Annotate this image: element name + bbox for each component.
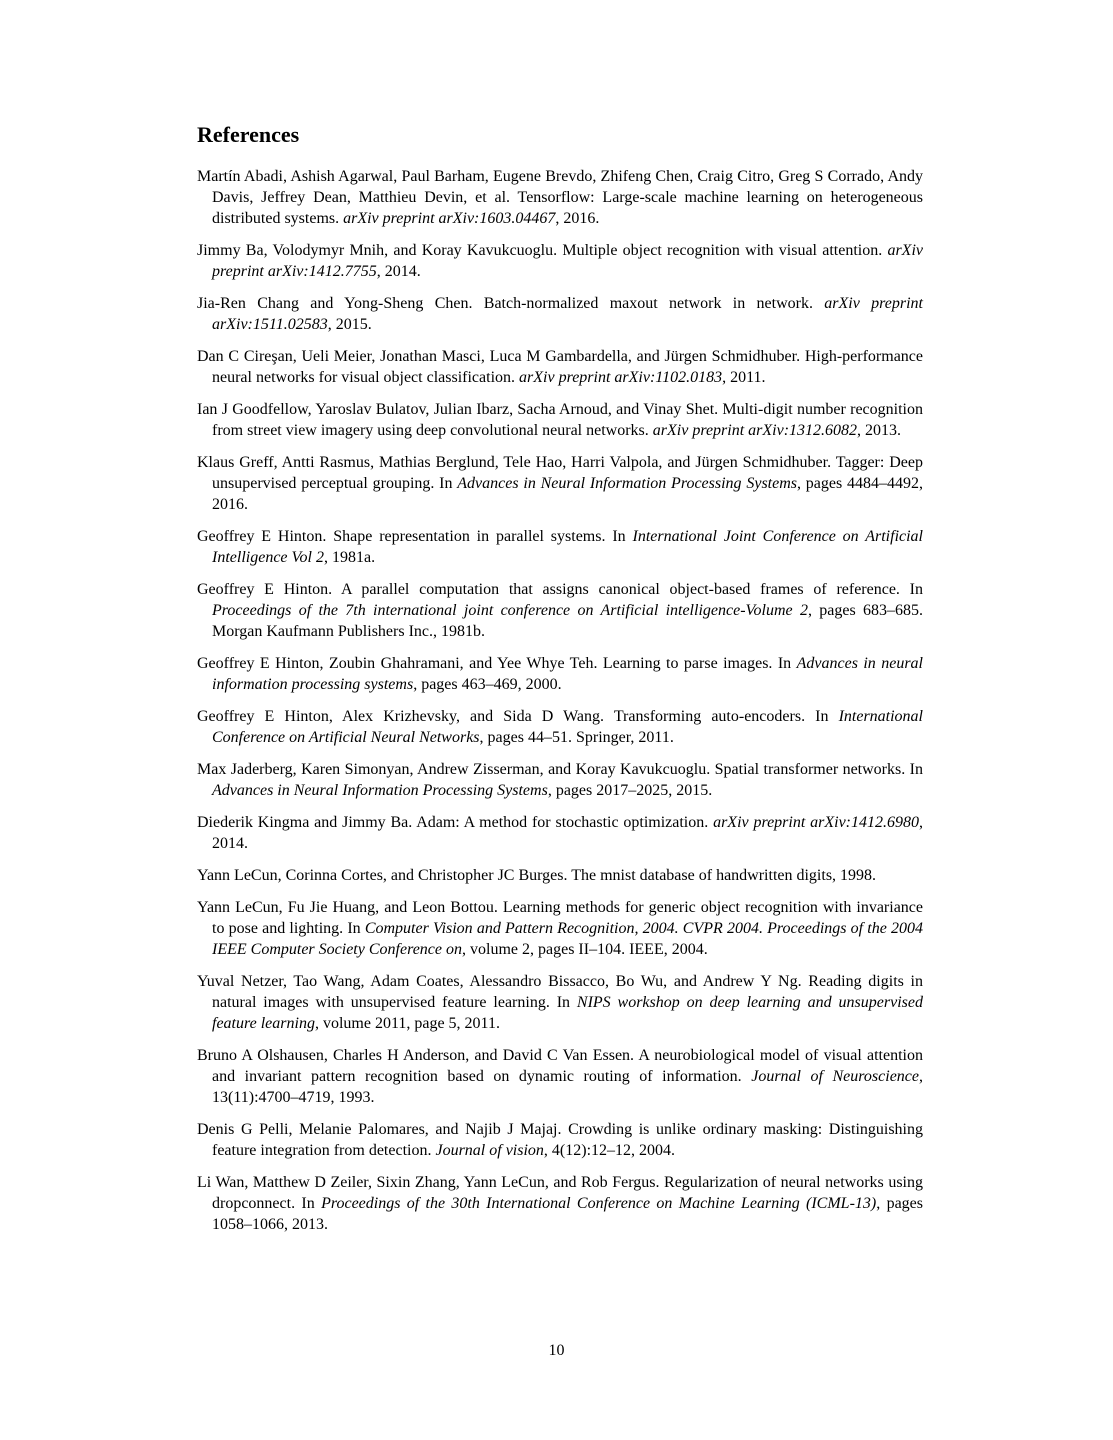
reference-venue-italic: arXiv preprint arXiv:1412.6980 (713, 814, 919, 832)
reference-text: , 2014. (212, 814, 923, 853)
reference-entry (197, 526, 923, 568)
page-content (197, 123, 923, 1246)
reference-text: , volume 2, pages II–104. IEEE, 2004. (462, 941, 708, 959)
reference-text: Jimmy Ba, Volodymyr Mnih, and Koray Kavukcuoglu. Multiple object recognition with visual attention. (197, 242, 888, 260)
reference-venue-italic: Advances in Neural Information Processing Systems (457, 475, 797, 493)
reference-entry (197, 1172, 923, 1235)
reference-venue-italic: Journal of vision (435, 1142, 544, 1160)
reference-entry (197, 653, 923, 695)
reference-entry (197, 1119, 923, 1161)
reference-entry (197, 346, 923, 388)
reference-venue-italic: Computer Vision and Pattern Recognition, 2004. CVPR 2004. Proceedings of the 2004 IEEE Computer Society Conference on (212, 920, 924, 959)
reference-entry (197, 293, 923, 335)
reference-entry (197, 240, 923, 282)
reference-venue-italic: NIPS workshop on deep learning and unsupervised feature learning (212, 994, 923, 1033)
reference-text: , 13(11):4700–4719, 1993. (212, 1068, 923, 1107)
reference-venue-italic: Proceedings of the 7th international joint conference on Artificial intelligence-Volume 2 (212, 602, 808, 620)
reference-entry (197, 706, 923, 748)
reference-entry (197, 1045, 923, 1108)
reference-venue-italic: arXiv preprint arXiv:1312.6082 (652, 422, 858, 440)
reference-entry (197, 759, 923, 801)
reference-text: , 2014. (376, 263, 421, 281)
reference-venue-italic: International Joint Conference on Artificial Intelligence Vol 2 (212, 528, 924, 567)
reference-venue-italic: arXiv preprint arXiv:1412.7755 (212, 242, 923, 281)
reference-entry (197, 812, 923, 854)
page-number: 10 (548, 1342, 565, 1359)
reference-entry (197, 971, 923, 1034)
reference-text: , pages 1058–1066, 2013. (212, 1195, 924, 1234)
reference-text: Geoffrey E Hinton, Zoubin Ghahramani, and Yee Whye Teh. Learning to parse images. In (197, 655, 797, 673)
reference-text: , 4(12):12–12, 2004. (543, 1142, 676, 1160)
reference-venue-italic: Advances in Neural Information Processing Systems (212, 782, 548, 800)
reference-entry (197, 897, 923, 960)
reference-entry (197, 452, 923, 515)
reference-text: Yann LeCun, Corinna Cortes, and Christopher JC Burges. The mnist database of handwritten digits, 1998. (197, 867, 877, 885)
reference-venue-italic: arXiv preprint arXiv:1102.0183 (519, 369, 723, 387)
reference-text: , 2016. (555, 210, 600, 228)
reference-text: , pages 683–685. Morgan Kaufmann Publishers Inc., 1981b. (212, 602, 924, 641)
reference-text: , volume 2011, page 5, 2011. (314, 1015, 500, 1033)
references-list (197, 166, 923, 1235)
reference-text: , 2011. (722, 369, 766, 387)
reference-venue-italic: Journal of Neuroscience (751, 1068, 919, 1086)
reference-text: Yuval Netzer, Tao Wang, Adam Coates, Alessandro Bissacco, Bo Wu, and Andrew Y Ng. Reading digits in natural images with unsupervised feature learning. In (197, 973, 923, 1012)
reference-text: , 1981a. (323, 549, 376, 567)
reference-text: Ian J Goodfellow, Yaroslav Bulatov, Julian Ibarz, Sacha Arnoud, and Vinay Shet. Multi-digit number recognition from street view imagery using deep convolutional neural networks. (197, 401, 923, 440)
reference-entry (197, 865, 923, 886)
reference-entry (197, 166, 923, 229)
reference-entry (197, 579, 923, 642)
reference-text: Yann LeCun, Fu Jie Huang, and Leon Bottou. Learning methods for generic object recognition with invariance to pose and lighting. In (197, 899, 923, 938)
reference-text: , 2013. (857, 422, 902, 440)
reference-text: , pages 4484–4492, 2016. (212, 475, 923, 514)
reference-text: Dan C Cireşan, Ueli Meier, Jonathan Masci, Luca M Gambardella, and Jürgen Schmidhuber. High-performance neural networks for visual object classification. (197, 348, 923, 387)
reference-venue-italic: Advances in neural information processing systems (212, 655, 923, 694)
reference-text: Denis G Pelli, Melanie Palomares, and Najib J Majaj. Crowding is unlike ordinary masking: Distinguishing feature integration from detection. (197, 1121, 923, 1160)
reference-text: Geoffrey E Hinton. Shape representation in parallel systems. In (197, 528, 633, 546)
reference-text: Martín Abadi, Ashish Agarwal, Paul Barham, Eugene Brevdo, Zhifeng Chen, Craig Citro, Greg S Corrado, Andy Davis, Jeffrey Dean, Matthieu Devin, et al. Tensorflow: Large-scale machine learning on heterogeneous distributed systems. (197, 168, 923, 228)
reference-text: , pages 44–51. Springer, 2011. (479, 729, 674, 747)
reference-venue-italic: Proceedings of the 30th International Conference on Machine Learning (ICML-13) (321, 1195, 877, 1213)
reference-entry (197, 399, 923, 441)
reference-text: , pages 463–469, 2000. (413, 676, 562, 694)
reference-text: Geoffrey E Hinton. A parallel computation that assigns canonical object-based frames of reference. In (197, 581, 923, 599)
references-section-title: References (197, 122, 300, 147)
reference-text: Max Jaderberg, Karen Simonyan, Andrew Zisserman, and Koray Kavukcuoglu. Spatial transformer networks. In (197, 761, 923, 779)
reference-text: Bruno A Olshausen, Charles H Anderson, and David C Van Essen. A neurobiological model of visual attention and invariant pattern recognition based on dynamic routing of information. (197, 1047, 923, 1086)
reference-text: Diederik Kingma and Jimmy Ba. Adam: A method for stochastic optimization. (197, 814, 714, 832)
reference-text: Geoffrey E Hinton, Alex Krizhevsky, and Sida D Wang. Transforming auto-encoders. In (197, 708, 839, 726)
reference-text: Jia-Ren Chang and Yong-Sheng Chen. Batch-normalized maxout network in network. (197, 295, 825, 313)
reference-text: Li Wan, Matthew D Zeiler, Sixin Zhang, Yann LeCun, and Rob Fergus. Regularization of neural networks using dropconnect. In (197, 1174, 923, 1213)
reference-venue-italic: arXiv preprint arXiv:1603.04467 (343, 210, 556, 228)
reference-venue-italic: arXiv preprint arXiv:1511.02583 (212, 295, 923, 334)
reference-text: , 2015. (327, 316, 372, 334)
reference-venue-italic: International Conference on Artificial Neural Networks (212, 708, 923, 747)
reference-text: Klaus Greff, Antti Rasmus, Mathias Berglund, Tele Hao, Harri Valpola, and Jürgen Schmidhuber. Tagger: Deep unsupervised perceptual grouping. In (197, 454, 923, 493)
reference-text: , pages 2017–2025, 2015. (547, 782, 713, 800)
